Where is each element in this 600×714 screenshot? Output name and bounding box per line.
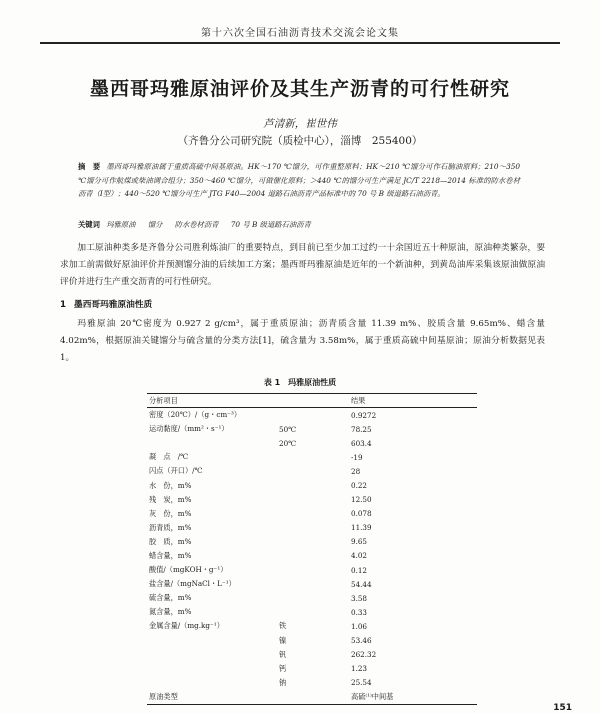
row-sublabel [277, 478, 349, 492]
row-value: 53.46 [351, 636, 372, 646]
row-label: 原油类型 [147, 690, 277, 705]
row-value: 0.078 [351, 509, 372, 519]
row-value: 28 [351, 466, 361, 476]
row-value: 0.12 [351, 565, 368, 575]
row-label: 氮含量，m% [149, 607, 192, 617]
row-label: 酸值/（mgKOH・g⁻¹） [149, 565, 228, 575]
column-header-item: 分析项目 [147, 394, 349, 408]
table-row [147, 563, 477, 577]
row-sublabel: 钙 [279, 663, 287, 673]
table-row [147, 662, 477, 676]
table-row [147, 422, 477, 436]
authors: 芦清新，崔世伟 [263, 118, 337, 130]
row-sublabel [277, 563, 349, 577]
keywords-label: 关键词 [78, 220, 100, 229]
row-label [147, 648, 277, 662]
table-row [147, 619, 477, 633]
keyword: 玛雅原油 [106, 220, 136, 229]
column-header-result: 结果 [349, 394, 477, 408]
row-value: 4.02 [351, 551, 368, 561]
row-label [147, 662, 277, 676]
table-row [147, 464, 477, 478]
row-sublabel [277, 535, 349, 549]
table-row [147, 521, 477, 535]
row-sublabel [277, 577, 349, 591]
row-label: 灰 份，m% [149, 508, 192, 518]
row-label: 蜡含量，m% [149, 550, 192, 560]
row-value: 1.23 [351, 664, 368, 674]
row-label: 残 炭，m% [149, 494, 192, 504]
table-row [147, 493, 477, 507]
row-value: 3.58 [351, 593, 368, 603]
row-label: 硫含量，m% [149, 593, 192, 603]
row-sublabel: 铁 [279, 621, 287, 631]
row-value: 262.32 [351, 650, 377, 660]
row-sublabel [277, 690, 349, 705]
row-label: 金属含量/（mg.kg⁻¹） [149, 621, 224, 631]
table-row [147, 450, 477, 464]
section-title: 墨西哥玛雅原油性质 [74, 300, 153, 310]
row-value: 高硫⁽¹⁾中间基 [349, 690, 477, 705]
row-label [147, 634, 277, 648]
row-sublabel [277, 450, 349, 464]
row-value: 11.39 [351, 523, 372, 533]
table-row [147, 605, 477, 619]
section-paragraph: 玛雅原油 20℃密度为 0.927 2 g/cm³，属于重质原油；沥青质含量 11.39 m%、胶质含量 9.65m%、蜡含量 4.02m%，根据原油关键馏分与硫含量的分类方法[1]，硫含量为 3.58m%，属于重质高硫中间基原油；原油分析数据见表 1。 [60, 319, 545, 363]
keyword: 馏分 [147, 220, 163, 229]
table-row [147, 591, 477, 605]
properties-table [147, 393, 477, 705]
row-sublabel: 20℃ [279, 438, 297, 448]
row-label: 闪点（开口）/℃ [149, 466, 203, 476]
row-value: 12.50 [351, 495, 372, 505]
row-label [147, 436, 277, 450]
row-value: -19 [351, 452, 363, 462]
row-sublabel [277, 408, 349, 423]
affiliation: （齐鲁分公司研究院（质检中心），淄博 255400） [177, 135, 423, 147]
table-caption: 表 1 玛雅原油性质 [263, 378, 337, 387]
row-value: 1.06 [351, 621, 368, 631]
row-sublabel: 镍 [279, 635, 287, 645]
row-label: 沥青质，m% [149, 522, 192, 532]
row-value: 25.54 [351, 678, 372, 688]
abstract-label: 摘 要 [78, 162, 101, 171]
page-number: 151 [553, 703, 572, 713]
row-sublabel: 钠 [279, 677, 287, 687]
row-sublabel [277, 521, 349, 535]
table-row [147, 478, 477, 492]
row-label: 盐含量/（mgNaCl・L⁻¹） [149, 579, 236, 589]
table-row [147, 690, 477, 705]
row-sublabel [277, 591, 349, 605]
row-label: 水 份，m% [149, 480, 192, 490]
intro-paragraph: 加工原油种类多是齐鲁分公司胜利炼油厂的重要特点，到目前已至少加工过约一十余国近五十种原油，原油种类繁杂，要求加工前需做好原油评价并预测馏分油的后续加工方案；墨西哥玛雅原油是近年的一个新油种，到黄岛油库采集该原油做原油评价并进行生产重交沥青的可行性研究。 [60, 243, 545, 287]
row-sublabel [277, 605, 349, 619]
table-row [147, 634, 477, 648]
row-label: 运动黏度/（mm²・s⁻¹） [149, 424, 229, 434]
table-row [147, 408, 477, 423]
row-sublabel [277, 464, 349, 478]
row-label: 胶 质，m% [149, 536, 192, 546]
paper-title: 墨西哥玛雅原油评价及其生产沥青的可行性研究 [89, 78, 510, 100]
section-heading [60, 298, 152, 310]
section-number: 1 [60, 300, 67, 310]
row-sublabel [277, 493, 349, 507]
row-value: 0.9272 [351, 410, 377, 420]
table-row [147, 648, 477, 662]
row-sublabel: 钒 [279, 649, 287, 659]
row-value: 54.44 [351, 579, 372, 589]
running-header: 第十六次全国石油沥青技术交流会论文集 [40, 24, 560, 44]
keywords [78, 218, 520, 231]
row-value: 603.4 [351, 438, 372, 448]
row-value: 9.65 [351, 537, 368, 547]
abstract [78, 160, 520, 201]
row-label [147, 676, 277, 690]
keyword: 防水卷材沥青 [174, 220, 219, 229]
row-sublabel [277, 549, 349, 563]
row-label: 凝 点 /℃ [149, 452, 189, 462]
row-label: 密度（20℃）/（g・cm⁻³） [149, 410, 242, 420]
keyword: 70 号 B 级道路石油沥青 [230, 220, 311, 229]
table-row [147, 676, 477, 690]
table-header-row [147, 394, 477, 408]
table-row [147, 507, 477, 521]
row-sublabel: 50℃ [279, 424, 297, 434]
table-row [147, 577, 477, 591]
row-value: 0.33 [351, 607, 368, 617]
table-row [147, 549, 477, 563]
table-row [147, 436, 477, 450]
abstract-text: 墨西哥玛雅原油属于重质高硫中间基原油。HK～170 ℃馏分，可作重整原料；HK～210 ℃馏分可作石脑油原料；210～350 ℃馏分可作航煤或柴油调合组分；350～460 ℃馏分，可做催化原料；＞440 ℃的馏分可生产满足 JC/T 2218—2014 标准的防水卷材沥青（Ⅰ型）；440～520 ℃馏分可生产 JTG F40—2004 道路石油沥青产品标准中的 70 号 B 级道路石油沥青。 [78, 162, 521, 198]
row-value: 78.25 [351, 424, 372, 434]
row-sublabel [277, 507, 349, 521]
table-row [147, 535, 477, 549]
row-value: 0.22 [351, 481, 368, 491]
